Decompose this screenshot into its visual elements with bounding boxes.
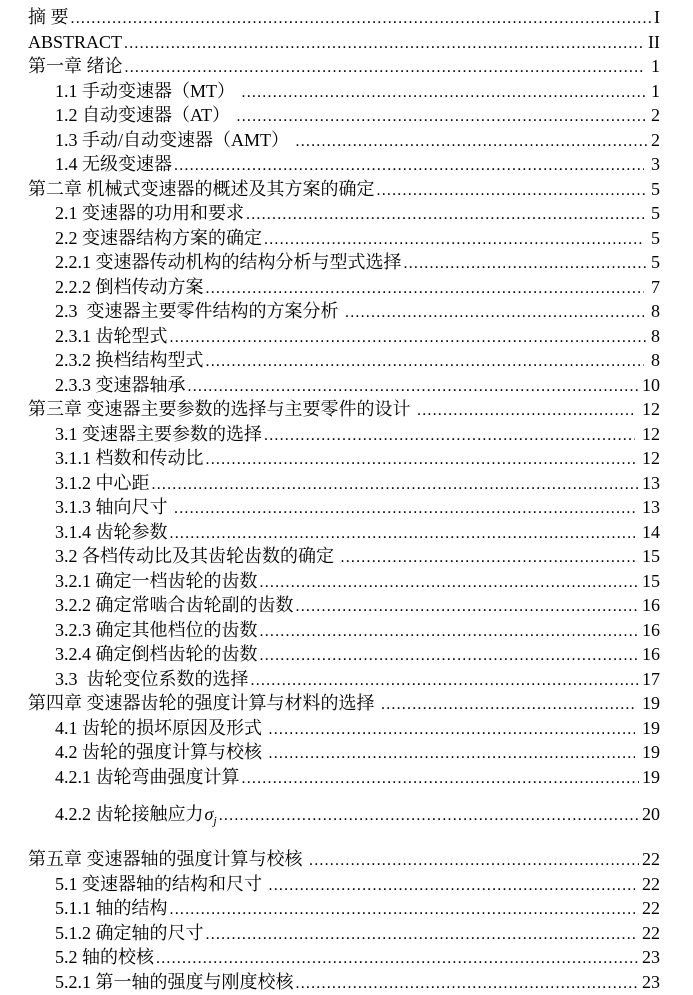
toc-entry-page-number: 17 (642, 668, 660, 689)
toc-entry[interactable] (28, 129, 660, 154)
toc-entry[interactable] (28, 374, 660, 399)
toc-entry-title: 2.3 变速器主要零件结构的方案分析 (55, 301, 343, 321)
dot-leader (125, 55, 644, 80)
toc-entry-page-number: 8 (646, 301, 660, 321)
toc-entry[interactable] (28, 80, 660, 105)
toc-entry-page-number: 13 (642, 472, 660, 493)
toc-entry-title: 2.2 变速器结构方案的确定 (55, 227, 262, 248)
toc-entry[interactable] (28, 325, 660, 350)
toc-entry-page-number: 2 (651, 129, 660, 150)
dot-leader (269, 717, 635, 742)
toc-entry[interactable] (28, 594, 660, 619)
toc-entry-page-number: 5 (646, 227, 660, 248)
toc-entry[interactable] (28, 251, 660, 276)
toc-entry-page-number: 12 (637, 399, 660, 419)
toc-entry-page-number: 16 (642, 644, 660, 664)
toc-entry-page-number: 8 (651, 325, 660, 346)
toc-entry-page-number: I (654, 7, 660, 27)
toc-entry[interactable] (28, 717, 660, 742)
toc-entry-title: 5.1.2 确定轴的尺寸 (55, 922, 204, 943)
dot-leader (206, 349, 644, 374)
toc-entry[interactable] (28, 545, 660, 570)
toc-entry-page-number: 1 (646, 56, 660, 76)
toc-entry-page-number: 12 (637, 423, 660, 444)
toc-entry-page-number: 12 (637, 448, 660, 468)
dot-leader (188, 374, 640, 399)
dot-leader (296, 594, 640, 619)
toc-entry[interactable] (28, 741, 660, 766)
dot-leader (269, 741, 635, 766)
toc-entry-page-number: II (648, 31, 660, 52)
toc-entry-page-number: 23 (642, 947, 660, 968)
toc-entry[interactable] (28, 447, 660, 472)
toc-entry[interactable] (28, 803, 660, 833)
toc-entry-title: 4.2.1 齿轮弯曲强度计算 (55, 766, 240, 787)
toc-entry-title: 3.2.3 确定其他档位的齿数 (55, 619, 258, 640)
toc-entry-title: 3.1.4 齿轮参数 (55, 521, 168, 542)
toc-entry-title: 1.3 手动/自动变速器（AMT） (55, 129, 294, 150)
toc-entry-title: 2.3.3 变速器轴承 (55, 374, 186, 395)
toc-entry-title: 5.1 变速器轴的结构和尺寸 (55, 873, 267, 894)
dot-leader (152, 472, 640, 497)
toc-entry-title: 1.4 无级变速器 (55, 154, 172, 174)
toc-entry-page-number: 5 (651, 252, 660, 272)
dot-leader (170, 897, 635, 922)
toc-entry-title: 2.3.2 换档结构型式 (55, 350, 204, 370)
toc-entry[interactable] (28, 300, 660, 325)
sigma-symbol: σ (204, 804, 214, 824)
toc-entry-title: ABSTRACT (28, 31, 123, 52)
toc-entry[interactable] (28, 496, 660, 521)
toc-entry-page-number: 19 (642, 766, 660, 787)
toc-entry-page-number: 16 (642, 595, 660, 615)
toc-entry-title: 3.1.2 中心距 (55, 472, 150, 493)
toc-entry[interactable] (28, 276, 660, 301)
toc-entry[interactable] (28, 398, 660, 423)
toc-entry-page-number: 19 (637, 742, 660, 762)
toc-entry[interactable] (28, 570, 660, 595)
dot-leader (237, 104, 649, 129)
toc-entry-page-number: 1 (651, 80, 660, 101)
dot-leader (296, 971, 640, 995)
toc-entry-page-number: 23 (642, 971, 660, 992)
toc-entry-page-number: 22 (637, 922, 660, 943)
dot-leader (71, 6, 652, 31)
toc-entry-page-number: 15 (642, 570, 660, 591)
toc-entry-title: 2.1 变速器的功用和要求 (55, 203, 244, 223)
toc-entry-title: 3.2 各档传动比及其齿轮齿数的确定 (55, 546, 339, 566)
toc-entry[interactable] (28, 922, 660, 947)
toc-entry-page-number: 22 (642, 849, 660, 870)
toc-entry-title: 第一章 绪论 (28, 56, 123, 76)
dot-leader (417, 398, 635, 423)
dot-leader (269, 873, 635, 898)
toc-entry[interactable] (28, 31, 660, 56)
toc-entry[interactable] (28, 848, 660, 873)
toc-entry[interactable] (28, 6, 660, 31)
toc-entry-page-number: 20 (642, 804, 660, 824)
toc-entry-page-number: 19 (637, 693, 660, 713)
toc-entry-title: 3.3 齿轮变位系数的选择 (55, 668, 249, 689)
toc-entry[interactable] (28, 946, 660, 971)
toc-entry[interactable] (28, 668, 660, 693)
toc-entry-page-number: 16 (642, 619, 660, 640)
toc-entry[interactable] (28, 692, 660, 717)
toc-entry-page-number: 5 (646, 203, 660, 223)
toc-entry-title: 1.2 自动变速器（AT） (55, 105, 235, 125)
toc-entry-title: 摘 要 (28, 7, 69, 27)
dot-leader (345, 300, 644, 325)
toc-entry-title: 第五章 变速器轴的强度计算与校核 (28, 849, 307, 870)
dot-leader (206, 447, 635, 472)
toc-entry[interactable] (28, 873, 660, 898)
toc-entry-page-number: 5 (651, 178, 660, 199)
dot-leader (219, 803, 639, 828)
toc-entry-title: 3.1 变速器主要参数的选择 (55, 423, 262, 444)
toc-entry-title: 3.1.1 档数和传动比 (55, 448, 204, 468)
dot-leader (242, 766, 640, 791)
table-of-contents (28, 6, 660, 995)
dot-leader (309, 848, 639, 873)
toc-entry-page-number: 22 (637, 873, 660, 894)
toc-entry-title: 第四章 变速器齿轮的强度计算与材料的选择 (28, 693, 379, 713)
toc-entry-page-number: 2 (651, 105, 660, 125)
toc-entry[interactable] (28, 423, 660, 448)
toc-entry-page-number: 22 (637, 898, 660, 919)
toc-entry-page-number: 7 (646, 276, 660, 297)
sigma-subscript: j (213, 813, 217, 828)
toc-entry-title: 4.2.2 齿轮接触应力 (55, 804, 204, 824)
dot-leader (264, 227, 644, 252)
toc-entry[interactable] (28, 521, 660, 546)
dot-leader (124, 31, 645, 56)
toc-entry-page-number: 14 (637, 521, 660, 542)
toc-entry-title: 3.2.2 确定常啮合齿轮副的齿数 (55, 595, 294, 615)
toc-entry[interactable] (28, 971, 660, 995)
dot-leader (251, 668, 640, 693)
toc-entry-title: 第二章 机械式变速器的概述及其方案的确定 (28, 178, 375, 199)
toc-entry-title: 第三章 变速器主要参数的选择与主要零件的设计 (28, 399, 415, 419)
toc-entry[interactable] (28, 104, 660, 129)
toc-entry[interactable] (28, 472, 660, 497)
toc-entry-title: 1.1 手动变速器（MT） (55, 80, 240, 101)
toc-entry-page-number: 8 (646, 350, 660, 370)
dot-leader (260, 643, 640, 668)
dot-leader (296, 129, 649, 154)
sigma-subscript-symbol (204, 803, 217, 833)
toc-entry[interactable] (28, 202, 660, 227)
toc-entry-title: 4.2 齿轮的强度计算与校核 (55, 742, 267, 762)
toc-entry-title: 2.2.1 变速器传动机构的结构分析与型式选择 (55, 252, 402, 272)
dot-leader (174, 153, 644, 178)
toc-entry-page-number: 3 (646, 154, 660, 174)
toc-entry-title: 2.3.1 齿轮型式 (55, 325, 168, 346)
dot-leader (246, 202, 644, 227)
toc-entry-title: 3.2.4 确定倒档齿轮的齿数 (55, 644, 258, 664)
toc-entry-page-number: 19 (637, 717, 660, 738)
dot-leader (404, 251, 649, 276)
dot-leader (170, 325, 649, 350)
toc-entry-title: 4.1 齿轮的损坏原因及形式 (55, 717, 267, 738)
toc-entry-title: 5.2.1 第一轴的强度与刚度校核 (55, 971, 294, 992)
toc-entry-page-number: 10 (642, 374, 660, 395)
toc-entry-title: 3.2.1 确定一档齿轮的齿数 (55, 570, 258, 591)
toc-entry[interactable] (28, 349, 660, 374)
dot-leader (381, 692, 635, 717)
toc-entry[interactable] (28, 178, 660, 203)
dot-leader (206, 922, 635, 947)
dot-leader (377, 178, 649, 203)
toc-entry-title: 5.2 轴的校核 (55, 947, 154, 968)
dot-leader (242, 80, 649, 105)
toc-entry[interactable] (28, 619, 660, 644)
toc-entry[interactable] (28, 766, 660, 791)
dot-leader (341, 545, 635, 570)
dot-leader (170, 521, 635, 546)
toc-entry[interactable] (28, 55, 660, 80)
dot-leader (156, 946, 639, 971)
toc-entry-page-number: 13 (637, 497, 660, 517)
dot-leader (260, 619, 640, 644)
dot-leader (206, 276, 644, 301)
toc-entry[interactable] (28, 897, 660, 922)
toc-entry[interactable] (28, 153, 660, 178)
dot-leader (264, 423, 635, 448)
toc-entry[interactable] (28, 227, 660, 252)
toc-entry-title: 2.2.2 倒档传动方案 (55, 276, 204, 297)
toc-entry-title: 5.1.1 轴的结构 (55, 898, 168, 919)
toc-entry-page-number: 15 (637, 546, 660, 566)
toc-entry-title: 3.1.3 轴向尺寸 (55, 497, 172, 517)
dot-leader (260, 570, 640, 595)
dot-leader (174, 496, 635, 521)
toc-entry[interactable] (28, 643, 660, 668)
